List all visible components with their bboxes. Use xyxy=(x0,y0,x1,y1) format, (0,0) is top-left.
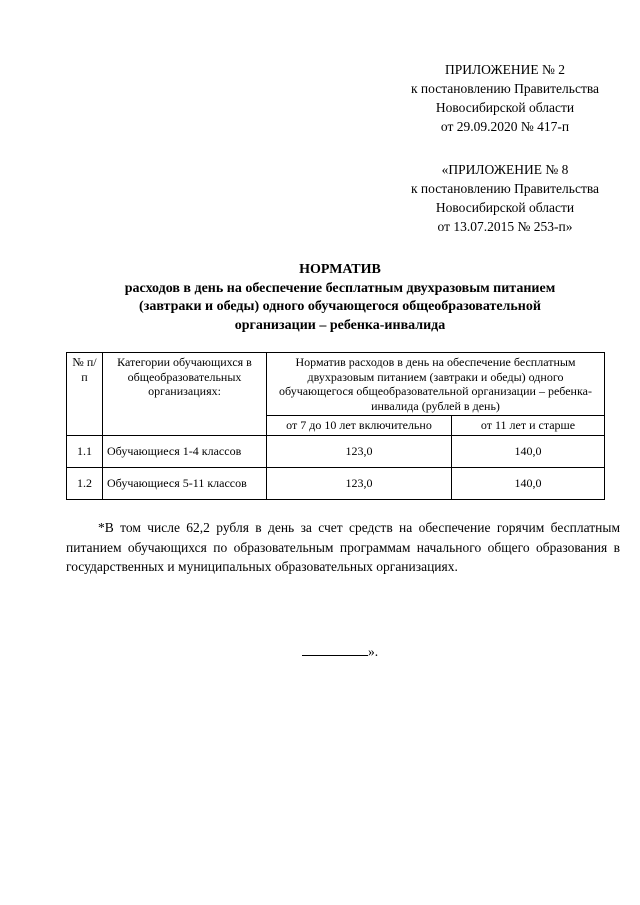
subheader-age2: от 11 лет и старше xyxy=(452,416,605,436)
header-category: Категории обучающихся в общеобразовательных организациях: xyxy=(103,353,267,436)
closing-mark xyxy=(302,643,378,660)
heading-line1: расходов в день на обеспечение бесплатным двухразовым питанием xyxy=(124,280,556,296)
row-age1: 123,0 xyxy=(267,435,452,467)
appendix-current-date: от 29.09.2020 № 417-п xyxy=(440,119,570,134)
appendix-current-line3: Новосибирской области xyxy=(435,100,575,115)
footnote-text: *В том числе 62,2 рубля в день за счет средств на обеспечение горячим бесплатным питанием обучающихся по образовательным программам начального общего образования в государственных и муниципальных образовательных организациях. xyxy=(66,520,620,574)
heading-line2: (завтраки и обеды) одного обучающегося общеобразовательной xyxy=(139,299,541,314)
closing-quote: ». xyxy=(368,644,379,659)
appendix-previous-title: «ПРИЛОЖЕНИЕ № 8 xyxy=(441,162,569,177)
heading-line3: организации – ребенка-инвалида xyxy=(234,317,446,333)
signature-line xyxy=(302,643,368,656)
appendix-current-header xyxy=(390,60,620,136)
row-age1: 123,0 xyxy=(267,467,452,499)
document-heading xyxy=(60,261,620,335)
table-row xyxy=(67,467,605,499)
appendix-current-title: ПРИЛОЖЕНИЕ № 2 xyxy=(444,62,566,77)
footnote xyxy=(66,518,620,577)
row-age2: 140,0 xyxy=(452,467,605,499)
norm-table xyxy=(66,352,605,500)
row-category: Обучающиеся 5-11 классов xyxy=(103,467,267,499)
row-age2: 140,0 xyxy=(452,435,605,467)
row-num: 1.1 xyxy=(67,435,103,467)
appendix-current-line2: к постановлению Правительства xyxy=(410,81,600,96)
subheader-age1: от 7 до 10 лет включительно xyxy=(267,416,452,436)
row-category: Обучающиеся 1-4 классов xyxy=(103,435,267,467)
table-header-row xyxy=(67,353,605,416)
appendix-previous-header xyxy=(390,160,620,236)
header-norm: Норматив расходов в день на обеспечение бесплатным двухразовым питанием (завтраки и обеды) одного обучающегося общеобразовательной организации – ребенка-инвалида (рублей в день) xyxy=(267,353,605,416)
appendix-previous-line2: к постановлению Правительства xyxy=(410,181,600,196)
heading-title: НОРМАТИВ xyxy=(299,262,381,277)
header-num: № п/п xyxy=(67,353,103,436)
row-num: 1.2 xyxy=(67,467,103,499)
table-row xyxy=(67,435,605,467)
appendix-previous-date: от 13.07.2015 № 253-п» xyxy=(437,219,573,234)
appendix-previous-line3: Новосибирской области xyxy=(435,200,575,215)
